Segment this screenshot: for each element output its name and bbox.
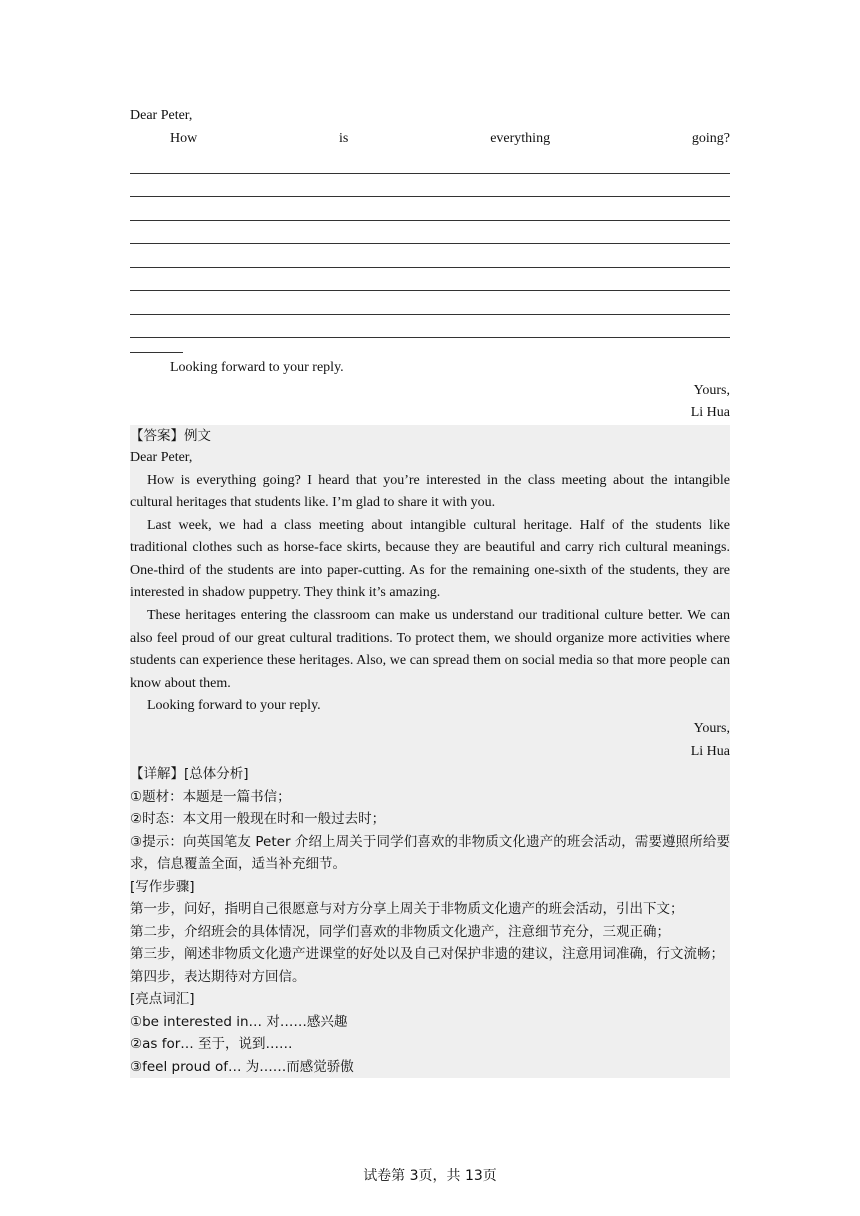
answer-paragraph: These heritages entering the classroom can make us understand our traditional culture better. We can also feel proud of our great cultural traditions. To protect them, we should organize more activities where students can experience these heritages. Also, we can spread them on social media so that more people can know about them. xyxy=(130,608,730,691)
vocab-heading: [亮点词汇] xyxy=(130,991,195,1008)
step-item: 第四步，表达期待对方回信。 xyxy=(130,968,306,985)
writing-line-short[interactable] xyxy=(130,338,183,353)
writing-line[interactable] xyxy=(130,221,730,245)
step-item: 第一步，问好，指明自己很愿意与对方分享上周关于非物质文化遗产的班会活动，引出下文； xyxy=(130,901,684,918)
writing-line[interactable] xyxy=(130,150,730,174)
step-item: 第二步，介绍班会的具体情况，同学们喜欢的非物质文化遗产，注意细节充分，三观正确； xyxy=(130,923,670,940)
prompt-word: is xyxy=(339,130,349,146)
prompt-opening-line xyxy=(130,128,730,151)
answer-paragraph: Last week, we had a class meeting about intangible cultural heritage. Half of the students like traditional clothes such as horse-face skirts, because they are beautiful and carry rich cultural meanings. One-third of the students are into paper-cutting. As for the remaining one-sixth of the students, they are interested in shadow puppetry. They think it’s amazing. xyxy=(130,517,730,601)
answer-signoff: Yours, xyxy=(693,721,730,737)
writing-line[interactable] xyxy=(130,268,730,292)
answer-heading: 【答案】例文 xyxy=(130,427,211,444)
analysis-item: ③提示：向英国笔友 Peter 介绍上周关于同学们喜欢的非物质文化遗产的班会活动，需要遵照所给要求，信息覆盖全面，适当补充细节。 xyxy=(130,833,730,873)
writing-line[interactable] xyxy=(130,174,730,198)
writing-line[interactable] xyxy=(130,315,730,339)
prompt-word: going? xyxy=(691,130,730,146)
prompt-closing: Looking forward to your reply. xyxy=(170,360,344,375)
answer-block xyxy=(130,425,730,1079)
analysis-item: ①题材：本题是一篇书信； xyxy=(130,788,291,805)
page-footer: 试卷第 3页，共 13页 xyxy=(363,1168,497,1184)
page-content xyxy=(130,105,730,1078)
prompt-salutation: Dear Peter, xyxy=(130,108,193,123)
prompt-word: everything xyxy=(490,130,551,146)
writing-area[interactable] xyxy=(130,150,730,353)
analysis-item: ②时态：本文用一般现在时和一般过去时； xyxy=(130,811,386,828)
answer-paragraph: Looking forward to your reply. xyxy=(147,698,321,714)
answer-signature: Li Hua xyxy=(690,743,730,759)
prompt-signature: Li Hua xyxy=(690,405,730,420)
steps-heading: [写作步骤] xyxy=(130,878,195,895)
vocab-item: ③feel proud of… 为……而感觉骄傲 xyxy=(130,1058,354,1075)
writing-line[interactable] xyxy=(130,197,730,221)
vocab-item: ②as for… 至于，说到…… xyxy=(130,1036,293,1053)
step-item: 第三步，阐述非物质文化遗产进课堂的好处以及自己对保护非遗的建议，注意用词准确，行文流畅； xyxy=(130,946,724,963)
prompt-signoff: Yours, xyxy=(693,382,730,398)
writing-line[interactable] xyxy=(130,291,730,315)
explanation-heading: 【详解】[总体分析] xyxy=(130,766,249,783)
prompt-word: How xyxy=(170,130,198,146)
vocab-item: ①be interested in… 对……感兴趣 xyxy=(130,1013,348,1030)
writing-line[interactable] xyxy=(130,244,730,268)
answer-salutation: Dear Peter, xyxy=(130,450,193,465)
answer-paragraph: How is everything going? I heard that you’re interested in the class meeting about the intangible cultural heritages that students like. I’m glad to share it with you. xyxy=(130,472,730,511)
